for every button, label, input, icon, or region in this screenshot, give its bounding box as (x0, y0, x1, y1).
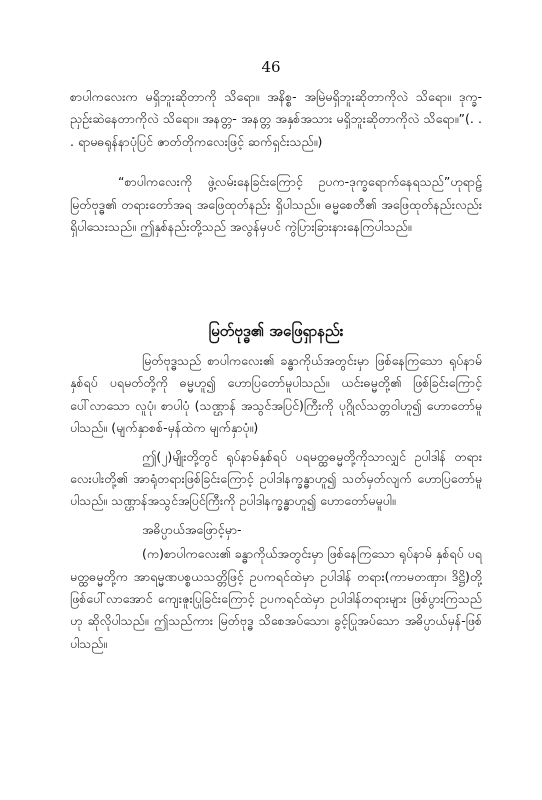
section-heading-block (70, 322, 482, 344)
paragraph: (က)စာပါကလေး၏ ခန္ဓာကိုယ်အတွင်းမှာ ဖြစ်နေကြသော ရုပ်နာမ် နှစ်ရပ် ပရမတ္ထဓမ္မတို့က အာရမ္မဏပစ္စယသတ္တိဖြင့် ဥပကရင်ထဲမှာ ဥပါဒါန် တရား(ကာမတဏှာ၊ ဒိဋ္ဌိ)တို့ ဖြစ်ပေါ်လာအောင် ကျေးဇူးပြုခြင်းကြောင့် ဥပကရင်ထဲမှာ ဥပါဒါန်တရားများ ဖြစ်ပွားကြသည်ဟု ဆိုလိုပါသည်။ ဤသည်ကား မြတ်ဗုဒ္ဓ သိစေအပ်သော၊ ခွင့်ပြုအပ်သော အဓိပ္ပာယ်မှန်-ဖြစ်ပါသည်။ (70, 546, 482, 651)
paragraph: အဓိပ္ပာယ်အဖြောင့်မှာ- (142, 521, 242, 537)
page-number: 46 (261, 58, 281, 76)
paragraph: စာပါကလေးက မရှိဘူးဆိုတာကို သိရော။ အနိစ္စ- အမြဲမရှိဘူးဆိုတာကိုလဲ သိရော။ ဒုက္ခ- ညှဉ်းဆဲနေတာကိုလဲ သိရော။ အနတ္တ- အနတ္တ အနှစ်အသား မရှိဘူးဆိုတာကိုလဲ သိရော။”(. . . ရာမဓရုန်နာပုံပြင် ဇာတ်တိုကလေးဖြင့် ဆက်ရှင်းသည်။) (70, 89, 482, 149)
bottom-section (70, 350, 482, 655)
section-heading: မြတ်ဗုဒ္ဓ၏ အဖြေရှာနည်း (208, 322, 344, 340)
paragraph: ဤ(၂)မျိုးတို့တွင် ရုပ်နာမ်နှစ်ရပ် ပရမတ္ထဓမ္မတို့ကိုသာလျှင် ဥပါဒါန် တရားလေးပါးတို့၏ အာရုံတရားဖြစ်ခြင်းကြောင့် ဥပါဒါနက္ခန္ဓာဟူ၍ သတ်မှတ်လျက် ဟောပြတော်မူပါသည်။ သဏ္ဌာန်အသွင်အပြင်ကြီးကို ဥပါဒါနက္ခန္ဓာဟူ၍ ဟောတော်မမူပါ။ (70, 448, 482, 509)
paragraph: “စာပါကလေးကို ဖွဲ့လမ်းနေခြင်းကြောင့် ဥပက-ဒုက္ခရောက်နေရသည်”ဟုရာဠ် မြတ်ဗုဒ္ဓ၏ တရားတော်အရ အဖြေထုတ်နည်း ရှိပါသည်။ ဓမ္မစေတီ၏ အဖြေထုတ်နည်းလည်း ရှိပါသေးသည်။ ဤနှစ်နည်းတို့သည် အလွန်မှပင် ကွဲပြားခြားနားနေကြပါသည်။ (70, 174, 482, 235)
paragraph: မြတ်ဗုဒ္ဓသည် စာပါကလေး၏ ခန္ဓာကိုယ်အတွင်းမှာ ဖြစ်နေကြသော ရုပ်နာမ်နှစ်ရပ် ပရမတ်တို့ကို ဓမ္မဟူ၍ ဟောပြတော်မူပါသည်။ ယင်းဓမ္မတို့၏ ဖြစ်ခြင်းကြောင့် ပေါ်လာသော လူပုံ၊ စာပါပုံ (သဏ္ဌာန် အသွင်အပြင်)ကြီးကို ပုဂ္ဂိုလ်သတ္တဝါဟူ၍ ဟောတော်မူပါသည်။ (မျက်နှာစစ်-မှန်ထဲက မျက်နှာပုံ။) (70, 353, 482, 436)
top-section (70, 86, 482, 238)
